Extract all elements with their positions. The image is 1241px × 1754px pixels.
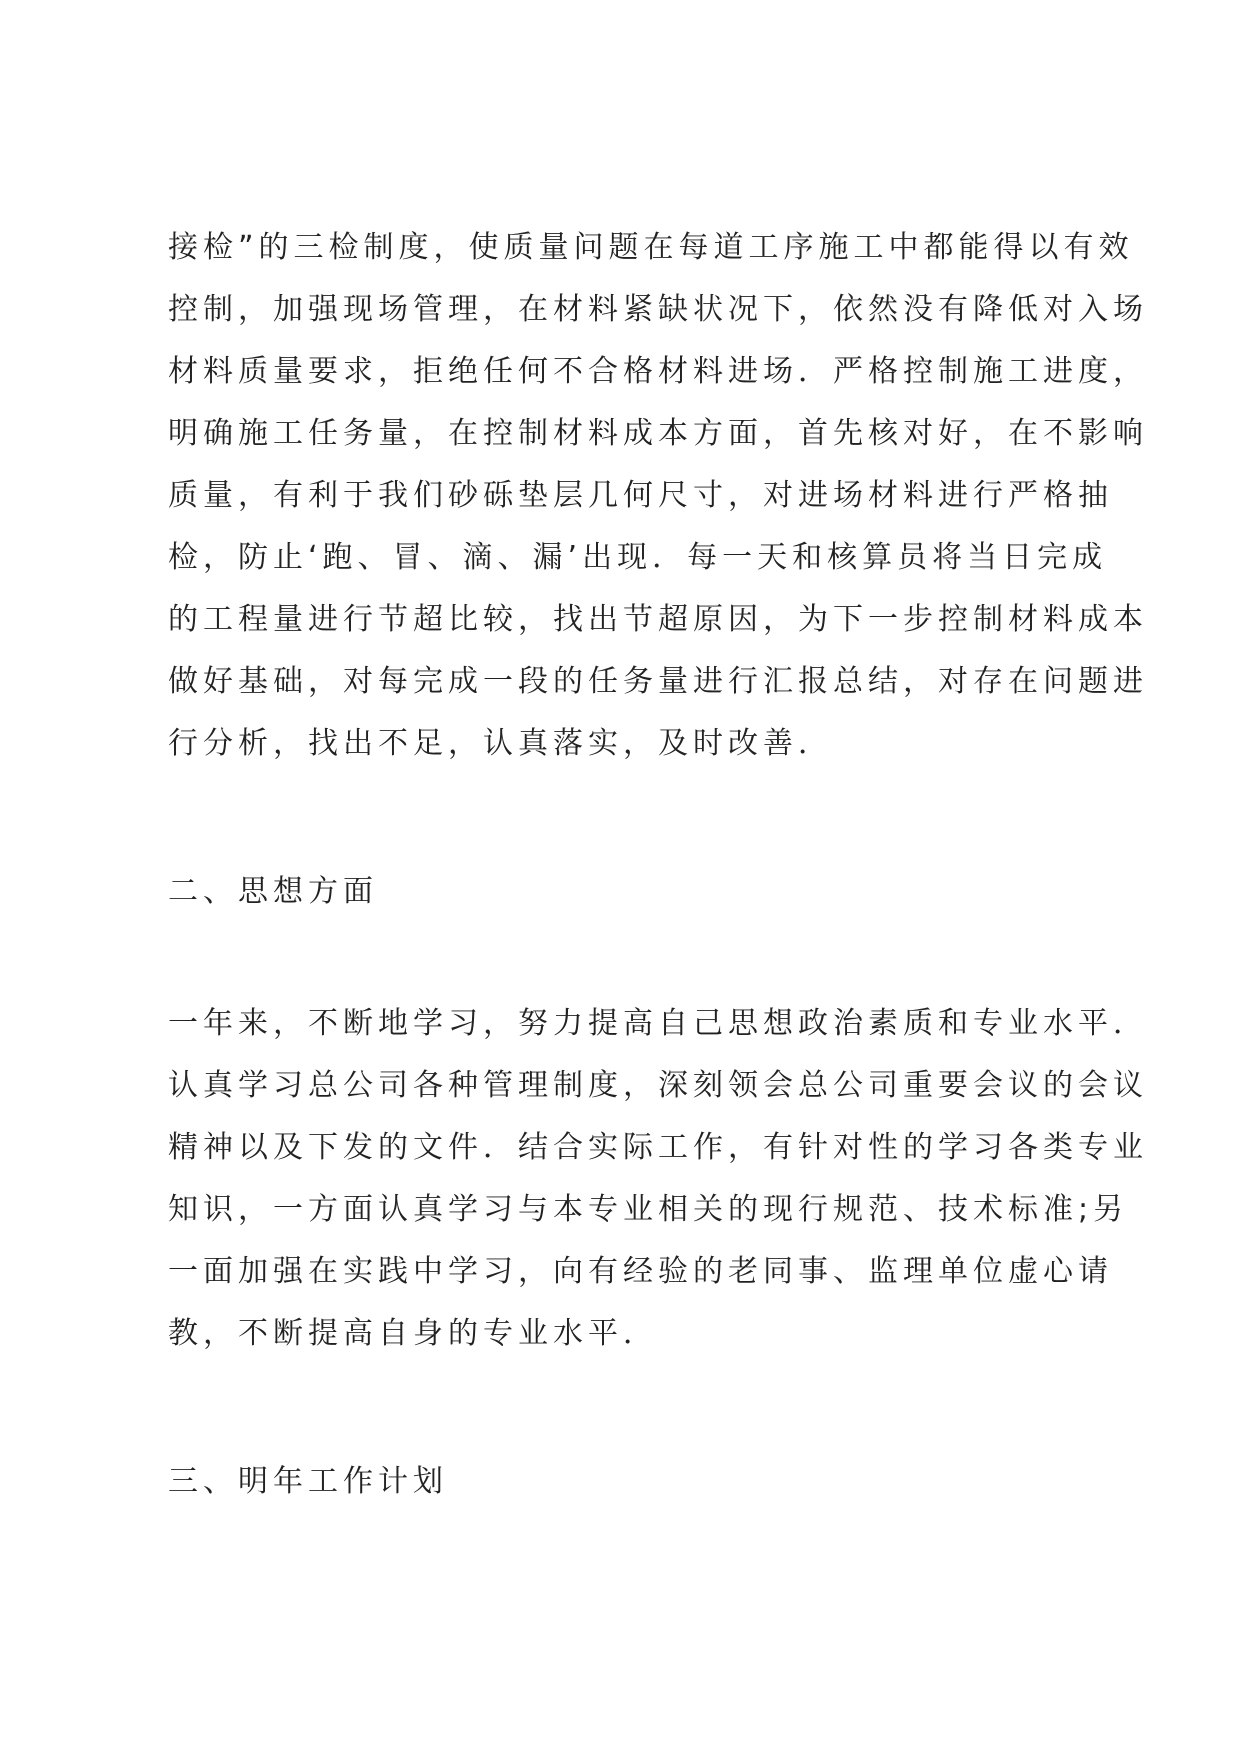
- paragraph-line: 知识，一方面认真学习与本专业相关的现行规范、技术标准;另: [168, 1192, 1129, 1227]
- paragraph-line: 一面加强在实践中学习，向有经验的老同事、监理单位虚心请: [168, 1254, 1113, 1289]
- paragraph-line: 检，防止‘跑、冒、滴、漏’出现．每一天和核算员将当日完成: [168, 540, 1108, 575]
- paragraph-line: 行分析，找出不足，认真落实，及时改善．: [168, 726, 833, 761]
- paragraph-line: 认真学习总公司各种管理制度，深刻领会总公司重要会议的会议: [168, 1068, 1148, 1103]
- paragraph-line: 一年来，不断地学习，努力提高自己思想政治素质和专业水平．: [168, 1006, 1148, 1041]
- section-heading: 三、明年工作计划: [168, 1464, 448, 1499]
- paragraph-line: 精神以及下发的文件．结合实际工作，有针对性的学习各类专业: [168, 1130, 1148, 1165]
- paragraph-line: 明确施工任务量，在控制材料成本方面，首先核对好，在不影响: [168, 416, 1148, 451]
- paragraph-line: 做好基础，对每完成一段的任务量进行汇报总结，对存在问题进: [168, 664, 1148, 699]
- section-heading: 二、思想方面: [168, 874, 378, 909]
- paragraph-line: 接检”的三检制度，使质量问题在每道工序施工中都能得以有效: [168, 230, 1134, 265]
- paragraph-line: 控制，加强现场管理，在材料紧缺状况下，依然没有降低对入场: [168, 292, 1148, 327]
- paragraph-line: 的工程量进行节超比较，找出节超原因，为下一步控制材料成本: [168, 602, 1148, 637]
- paragraph-line: 材料质量要求，拒绝任何不合格材料进场．严格控制施工进度，: [168, 354, 1148, 389]
- paragraph-line: 质量，有利于我们砂砾垫层几何尺寸，对进场材料进行严格抽: [168, 478, 1113, 513]
- paragraph-line: 教，不断提高自身的专业水平．: [168, 1316, 658, 1351]
